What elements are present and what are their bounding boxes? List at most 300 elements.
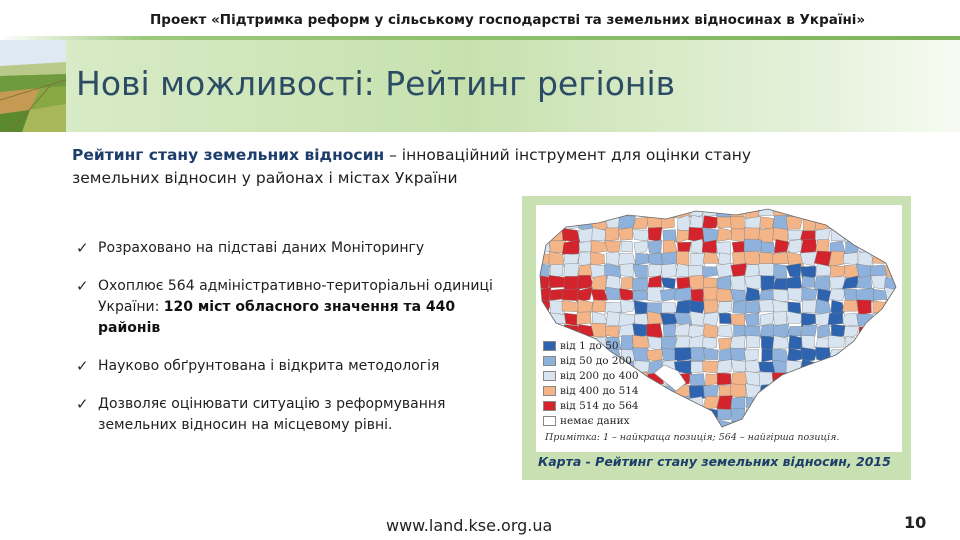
map-district-cell: [648, 275, 662, 288]
map-district-cell: [898, 349, 902, 363]
map-district-cell: [676, 396, 690, 410]
map-district-cell: [856, 218, 872, 230]
legend-swatch: [543, 341, 556, 351]
map-district-cell: [564, 264, 579, 277]
bullet-text: Науково обґрунтована і відкрита методологія: [98, 358, 440, 374]
map-district-cell: [691, 289, 704, 302]
legend-label: від 514 до 564: [560, 400, 639, 412]
map-district-cell: [717, 359, 732, 373]
map-district-cell: [677, 419, 691, 431]
map-district-cell: [815, 395, 831, 410]
map-district-cell: [831, 397, 844, 408]
map-district-cell: [871, 205, 887, 217]
map-district-cell: [703, 361, 719, 373]
map-district-cell: [886, 254, 902, 264]
map-district-cell: [786, 263, 801, 278]
map-district-cell: [705, 374, 718, 386]
map-district-cell: [830, 216, 845, 228]
legend-swatch: [543, 401, 556, 411]
map-district-cell: [872, 323, 886, 335]
map-district-cell: [828, 335, 845, 347]
map-district-cell: [843, 407, 859, 420]
map-district-cell: [549, 205, 564, 216]
map-district-cell: [801, 359, 818, 373]
map-district-cell: [885, 372, 900, 384]
map-district-cell: [802, 395, 817, 411]
map-district-cell: [717, 409, 732, 419]
map-district-cell: [662, 397, 678, 411]
map-district-cell: [703, 420, 720, 432]
map-note: Примітка: 1 – найкраща позиція; 564 – найгірша позиція.: [545, 432, 840, 443]
legend-item: [543, 370, 639, 382]
map-district-cell: [744, 313, 759, 327]
bullet-text: Дозволяє оцінювати ситуацію з реформування земельних відносин на місцевому рівні.: [98, 396, 446, 433]
map-district-cell: [886, 396, 900, 411]
map-district-cell: [549, 326, 565, 338]
map-district-cell: [828, 313, 843, 325]
map-district-cell: [816, 409, 832, 423]
map-district-cell: [843, 422, 858, 432]
bullet-item: [72, 238, 512, 259]
map-district-cell: [635, 253, 649, 264]
map-district-cell: [843, 396, 858, 407]
map-district-cell: [702, 267, 718, 278]
map-district-cell: [773, 420, 789, 432]
bullet-text: Охоплює 564 адміністративно-територіальні одиниці України:: [98, 278, 493, 315]
legend-label: від 200 до 400: [560, 370, 639, 382]
map-district-cell: [579, 241, 592, 252]
map-district-cell: [884, 241, 899, 253]
map-district-cell: [717, 275, 731, 290]
map-district-cell: [564, 216, 577, 229]
map-district-cell: [772, 373, 789, 384]
legend-swatch: [543, 371, 556, 381]
map-district-cell: [536, 275, 550, 289]
map-district-cell: [746, 335, 760, 348]
map-district-cell: [899, 383, 902, 397]
map-district-cell: [900, 228, 902, 242]
map-district-cell: [704, 300, 719, 313]
map-district-cell: [744, 251, 762, 265]
map-district-cell: [689, 265, 704, 276]
map-district-cell: [829, 289, 846, 301]
map-district-cell: [856, 372, 872, 386]
map-caption: Карта - Рейтинг стану земельних відносин, 2015: [538, 454, 891, 469]
map-district-cell: [730, 205, 744, 217]
intro-line2: земельних відносин у районах і містах України: [72, 169, 458, 187]
bullet-bold-text: 120 міст обласного значення та 440 районів: [98, 299, 456, 336]
map-district-cell: [731, 216, 745, 230]
bullet-item: [72, 394, 512, 436]
map-district-cell: [662, 409, 675, 421]
map-district-cell: [773, 336, 790, 350]
map-district-cell: [689, 385, 706, 398]
legend-item: [543, 340, 619, 352]
map-district-cell: [632, 348, 649, 363]
map-district-cell: [815, 217, 831, 231]
page-number: 10: [904, 513, 927, 532]
map-district-cell: [844, 265, 858, 278]
map-district-cell: [844, 372, 859, 385]
map-district-cell: [663, 324, 676, 336]
map-district-cell: [634, 301, 648, 315]
map-district-cell: [815, 373, 832, 386]
map-district-cell: [647, 408, 662, 422]
map-district-cell: [634, 313, 648, 325]
map-district-cell: [830, 385, 845, 397]
map-district-cell: [745, 287, 760, 302]
map-district-cell: [733, 300, 747, 314]
map-district-cell: [872, 371, 887, 385]
map-district-cell: [803, 217, 817, 231]
map-district-cell: [788, 239, 801, 254]
map-district-cell: [703, 385, 718, 397]
map-district-cell: [591, 205, 607, 216]
map-district-cell: [649, 420, 663, 432]
map-district-cell: [816, 421, 831, 432]
map-district-cell: [831, 228, 845, 241]
map-district-cell: [633, 419, 650, 432]
map-district-cell: [886, 408, 900, 419]
map-district-cell: [870, 420, 888, 432]
map-district-cell: [577, 275, 593, 289]
map-district-cell: [634, 241, 650, 255]
map-district-cell: [846, 240, 859, 254]
map-district-cell: [815, 338, 829, 349]
map-district-cell: [760, 313, 774, 326]
map-district-cell: [843, 205, 858, 219]
legend-swatch: [543, 416, 556, 426]
map-district-cell: [717, 228, 733, 242]
map-district-cell: [689, 397, 703, 411]
map-district-cell: [731, 360, 747, 372]
map-district-cell: [885, 420, 900, 432]
legend-item: [543, 400, 639, 412]
map-district-cell: [874, 383, 886, 398]
checkmark-icon: ✓: [76, 277, 89, 295]
map-district-cell: [816, 347, 831, 362]
map-district-cell: [648, 264, 662, 277]
map-district-cell: [564, 205, 580, 219]
map-district-cell: [815, 299, 831, 314]
map-district-cell: [732, 421, 747, 432]
map-district-cell: [871, 407, 886, 419]
map-district-cell: [621, 299, 636, 313]
map-district-cell: [885, 383, 899, 396]
map-district-cell: [899, 397, 902, 411]
map-district-cell: [760, 217, 774, 229]
map-district-cell: [716, 205, 732, 217]
map-district-cell: [620, 263, 634, 277]
map-district-cell: [802, 206, 817, 219]
map-district-cell: [717, 324, 733, 337]
map-district-cell: [858, 326, 873, 339]
map-district-cell: [648, 385, 661, 399]
map-district-cell: [872, 240, 888, 254]
map-district-cell: [802, 372, 815, 386]
map-district-cell: [857, 360, 873, 374]
map-district-cell: [578, 228, 593, 242]
map-district-cell: [870, 349, 888, 360]
map-district-cell: [873, 301, 888, 314]
map-district-cell: [689, 420, 706, 432]
map-district-cell: [761, 242, 775, 254]
legend-label: немає даних: [560, 415, 630, 427]
legend-label: від 50 до 200: [560, 355, 632, 367]
map-district-cell: [858, 420, 873, 432]
map-district-cell: [660, 422, 677, 432]
bullet-text: Розраховано на підставі даних Моніторингу: [98, 240, 425, 256]
map-district-cell: [830, 409, 845, 421]
map-district-cell: [536, 205, 550, 217]
map-district-cell: [605, 205, 621, 218]
map-district-cell: [884, 312, 900, 323]
map-district-cell: [899, 361, 902, 373]
map-district-cell: [789, 335, 802, 349]
map-district-cell: [702, 216, 718, 229]
map-district-cell: [802, 300, 817, 313]
map-district-cell: [661, 303, 677, 313]
map-district-cell: [898, 288, 902, 302]
map-district-cell: [898, 205, 902, 218]
map-district-cell: [675, 323, 690, 335]
map-district-cell: [859, 251, 874, 266]
map-district-cell: [618, 253, 635, 265]
map-district-cell: [759, 396, 776, 408]
map-district-cell: [870, 313, 885, 325]
map-district-cell: [884, 348, 901, 362]
map-district-cell: [804, 409, 818, 419]
map-district-cell: [870, 215, 885, 231]
map-district-cell: [661, 336, 676, 349]
legend-item: [543, 385, 639, 397]
map-district-cell: [829, 251, 845, 267]
map-district-cell: [899, 301, 902, 315]
intro-rest: – інноваційний інструмент для оцінки стану: [384, 146, 752, 164]
map-district-cell: [590, 252, 604, 266]
map-district-cell: [870, 359, 887, 374]
map-district-cell: [900, 277, 902, 290]
map-district-cell: [744, 349, 758, 362]
map-district-cell: [814, 385, 831, 397]
map-district-cell: [550, 313, 566, 324]
map-district-cell: [565, 313, 578, 326]
map-district-cell: [746, 300, 760, 313]
map-district-cell: [634, 205, 648, 216]
map-district-cell: [703, 252, 719, 263]
map-district-cell: [760, 409, 774, 421]
map-district-cell: [871, 227, 888, 243]
legend-item: [543, 355, 632, 367]
project-title: Проект «Підтримка реформ у сільському господарстві та земельних відносинах в Україні»: [150, 12, 866, 28]
map-district-cell: [577, 312, 591, 325]
map-district-cell: [886, 299, 900, 312]
map-district-cell: [745, 420, 761, 431]
map-district-cell: [884, 227, 901, 242]
map-district-cell: [788, 423, 803, 432]
map-district-cell: [605, 326, 619, 338]
map-district-cell: [900, 239, 902, 252]
map-district-cell: [884, 287, 901, 300]
map-district-cell: [646, 323, 662, 337]
map-district-cell: [661, 264, 677, 279]
bullet-list: [72, 238, 512, 453]
field-photo: [0, 40, 66, 132]
map-district-cell: [857, 398, 871, 409]
map-district-cell: [536, 240, 549, 252]
map-district-cell: [772, 349, 788, 362]
map-district-cell: [858, 228, 873, 241]
map-district-cell: [649, 395, 664, 410]
map-district-cell: [898, 324, 902, 338]
map-district-cell: [605, 228, 619, 241]
map-district-cell: [762, 348, 773, 362]
map-district-cell: [786, 409, 803, 422]
map-district-cell: [761, 276, 775, 291]
map-district-cell: [899, 263, 902, 278]
page-title: Нові можливості: Рейтинг регіонів: [76, 64, 676, 103]
map-district-cell: [716, 242, 731, 255]
map-district-cell: [674, 407, 692, 422]
map-district-cell: [621, 241, 633, 252]
map-district-cell: [632, 278, 647, 291]
map-district-cell: [842, 349, 859, 362]
map-district-cell: [829, 349, 845, 362]
map-district-cell: [633, 264, 648, 279]
map-district-cell: [773, 264, 787, 279]
map-district-cell: [633, 291, 650, 301]
checkmark-icon: ✓: [76, 239, 89, 257]
map-district-cell: [844, 383, 857, 397]
map-district-cell: [886, 216, 900, 227]
map-district-cell: [872, 338, 888, 348]
map-district-cell: [831, 300, 844, 314]
map-district-cell: [900, 421, 902, 432]
map-district-cell: [773, 408, 790, 423]
map-district-cell: [814, 251, 831, 266]
map-district-cell: [899, 374, 902, 387]
map-district-cell: [843, 216, 859, 231]
map-district-cell: [843, 313, 859, 326]
map-district-cell: [857, 206, 871, 219]
map-district-cell: [562, 300, 578, 312]
map-district-cell: [832, 420, 846, 432]
map-district-cell: [536, 216, 551, 230]
map-district-cell: [787, 326, 801, 336]
map-district-cell: [564, 276, 579, 290]
map-district-cell: [731, 396, 745, 410]
map-district-cell: [885, 362, 901, 374]
map-district-cell: [801, 419, 818, 432]
legend-item: [543, 415, 630, 427]
map-district-cell: [829, 362, 846, 375]
map-district-cell: [871, 395, 887, 409]
map-district-cell: [717, 373, 731, 385]
map-district-cell: [549, 275, 566, 288]
intro-bold: Рейтинг стану земельних відносин: [72, 146, 385, 164]
map-district-cell: [843, 252, 857, 265]
map-district-cell: [900, 253, 902, 267]
map-district-cell: [857, 300, 871, 315]
map-district-cell: [689, 275, 705, 291]
map-district-cell: [759, 420, 776, 432]
map-district-cell: [536, 314, 551, 324]
map-district-cell: [901, 409, 902, 422]
checkmark-icon: ✓: [76, 395, 89, 413]
map-district-cell: [618, 227, 632, 240]
map-district-cell: [774, 239, 789, 253]
map-district-cell: [831, 205, 844, 219]
map-district-cell: [703, 348, 719, 359]
ukraine-rating-map: [536, 205, 902, 432]
map-district-cell: [858, 384, 872, 398]
map-district-cell: [775, 386, 786, 398]
map-district-cell: [619, 289, 634, 301]
map-district-cell: [648, 227, 662, 241]
website-link[interactable]: www.land.kse.org.ua: [386, 516, 553, 535]
map-district-cell: [886, 337, 902, 349]
map-district-cell: [549, 217, 566, 228]
map-district-cell: [814, 276, 829, 289]
bullet-item: [72, 276, 512, 339]
map-district-cell: [846, 336, 859, 350]
intro-text: [72, 144, 842, 190]
map-district-cell: [689, 373, 705, 386]
map-district-cell: [801, 384, 818, 397]
map-district-cell: [857, 338, 872, 350]
map-district-cell: [901, 312, 902, 325]
map-district-cell: [859, 349, 874, 360]
map-district-cell: [788, 386, 802, 397]
checkmark-icon: ✓: [76, 357, 89, 375]
map-district-cell: [844, 359, 858, 372]
map-district-cell: [578, 205, 593, 219]
map-district-cell: [632, 229, 649, 241]
map-district-cell: [788, 373, 802, 387]
map-district-cell: [675, 348, 692, 362]
map-district-cell: [901, 216, 902, 229]
map-district-cell: [886, 205, 900, 218]
map-district-cell: [719, 313, 732, 323]
map-district-cell: [606, 287, 620, 300]
map-district-cell: [744, 239, 762, 252]
map-district-cell: [801, 287, 817, 300]
map-district-cell: [730, 275, 745, 290]
legend-label: від 1 до 50: [560, 340, 619, 352]
map-district-cell: [688, 408, 704, 422]
map-district-cell: [536, 229, 551, 243]
legend-swatch: [543, 356, 556, 366]
map-district-cell: [814, 206, 830, 218]
map-district-cell: [773, 397, 789, 409]
map-district-cell: [648, 336, 662, 351]
map-district-cell: [649, 206, 664, 218]
map-district-cell: [842, 300, 858, 311]
legend-swatch: [543, 386, 556, 396]
map-district-cell: [759, 264, 775, 277]
map-district-cell: [702, 324, 717, 338]
map-district-cell: [703, 227, 720, 241]
map-district-cell: [829, 371, 845, 386]
map-district-cell: [843, 230, 858, 243]
map-district-cell: [885, 325, 900, 338]
map-district-cell: [802, 276, 815, 288]
map-district-cell: [536, 325, 549, 336]
map-district-cell: [816, 361, 832, 374]
map-district-cell: [648, 240, 662, 254]
map-district-cell: [621, 336, 633, 351]
legend-label: від 400 до 514: [560, 385, 639, 397]
